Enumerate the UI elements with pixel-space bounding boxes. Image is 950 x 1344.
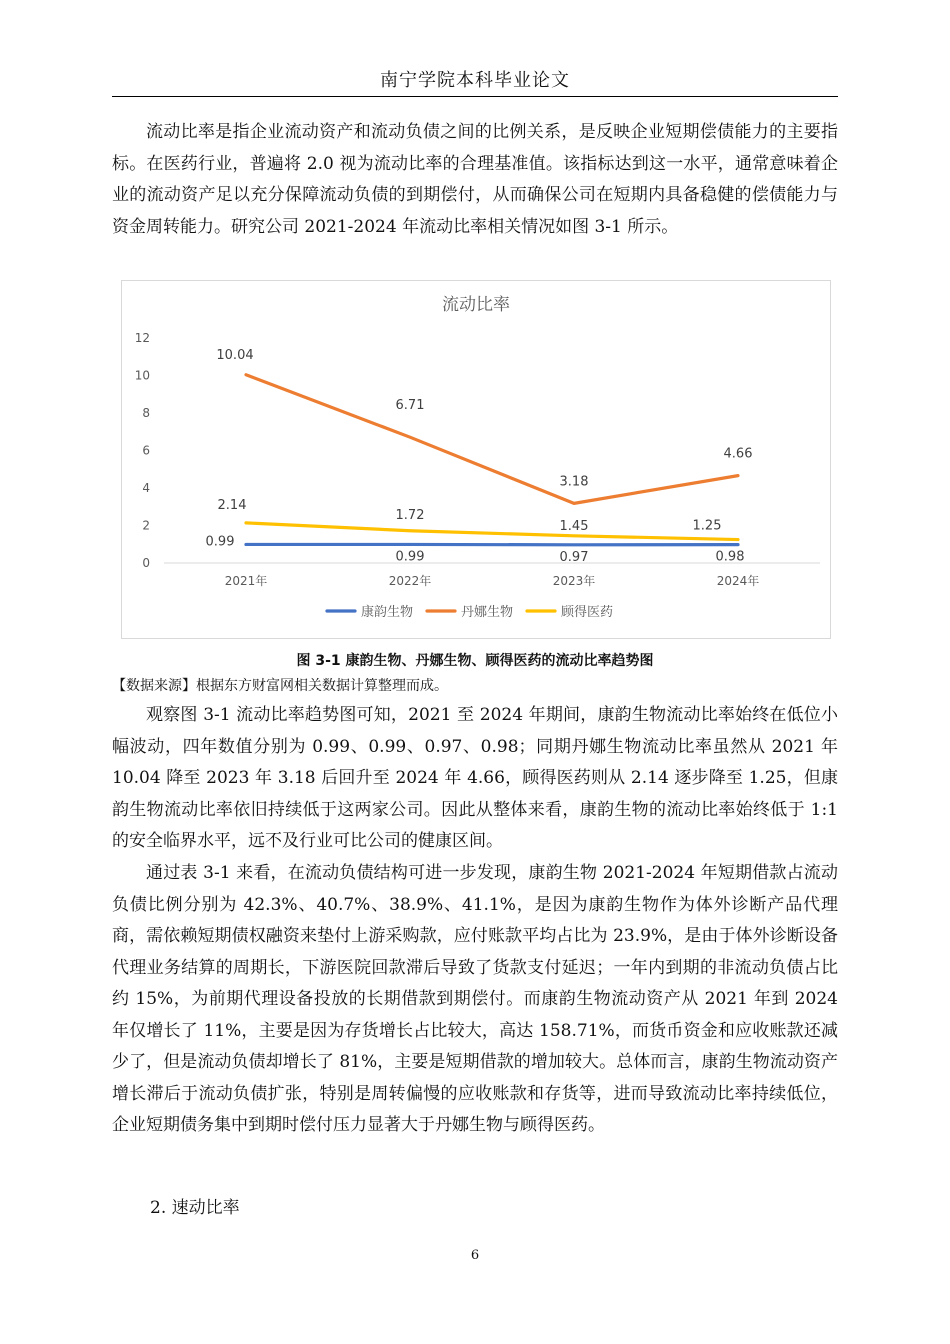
paragraph-intro: 流动比率是指企业流动资产和流动负债之间的比例关系，是反映企业短期偿债能力的主要指标。在医药行业，普遍将 2.0 视为流动比率的合理基准值。该指标达到这一水平，通常意味着企业的流动资产足以充分保障流动负债的到期偿付，从而确保公司在短期内具备稳健的偿债能力与资金周转能力。研究公司 2021-2024 年流动比率相关情况如图 3-1 所示。 xyxy=(112,122,838,237)
legend-label: 丹娜生物 xyxy=(461,605,514,620)
data-label: 1.45 xyxy=(559,518,589,534)
page-header-title: 南宁学院本科毕业论文 xyxy=(380,70,570,91)
chart-svg xyxy=(122,281,830,638)
header-rule xyxy=(112,96,838,97)
paragraph-analysis: 观察图 3-1 流动比率趋势图可知，2021 至 2024 年期间，康韵生物流动比率始终在低位小幅波动，四年数值分别为 0.99、0.99、0.97、0.98；同期丹娜生物流动比率虽然从 2021 年 10.04 降至 2023 年 3.18 后回升至 2024 年 4.66，顾得医药则从 2.14 逐步降至 1.25，但康韵生物流动比率依旧持续低于这两家公司。因此从整体来看，康韵生物的流动比率始终低于 1:1 的安全临界水平，远不及行业可比公司的健康区间。 xyxy=(112,705,838,851)
legend-label: 顾得医药 xyxy=(561,605,614,620)
chart-title: 流动比率 xyxy=(442,295,510,315)
data-label: 4.66 xyxy=(723,446,753,462)
data-label: 0.99 xyxy=(395,549,425,565)
figure-source: 【数据来源】根据东方财富网相关数据计算整理而成。 xyxy=(112,678,448,694)
data-label: 1.25 xyxy=(692,518,722,534)
x-tick-label: 2024年 xyxy=(716,574,760,588)
x-tick-label: 2021年 xyxy=(224,574,268,588)
data-label: 10.04 xyxy=(216,347,254,363)
data-label: 0.98 xyxy=(715,549,745,565)
y-tick-label: 10 xyxy=(134,368,150,383)
data-label: 6.71 xyxy=(395,398,425,414)
section-heading: 2. 速动比率 xyxy=(150,1198,240,1218)
data-label: 3.18 xyxy=(559,474,589,490)
current-ratio-chart xyxy=(121,280,831,639)
data-label: 0.99 xyxy=(205,534,235,550)
y-tick-label: 8 xyxy=(142,406,150,420)
paragraph-structure: 通过表 3-1 来看，在流动负债结构可进一步发现，康韵生物 2021-2024 年短期借款占流动负债比例分别为 42.3%、40.7%、38.9%、41.1%，是因为康韵生物作为体外诊断产品代理商，需依赖短期债权融资来垫付上游采购款，应付账款平均占比为 23.9%，是由于体外诊断设备代理业务结算的周期长，下游医院回款滞后导致了货款支付延迟；一年内到期的非流动负债占比约 15%，为前期代理设备投放的长期借款到期偿付。而康韵生物流动资产从 2021 年到 2024 年仅增长了 11%，主要是因为存货增长占比较大，高达 158.71%，而货币资金和应收账款还减少了，但是流动负债却增长了 81%，主要是短期借款的增加较大。总体而言，康韵生物流动资产增长滞后于流动负债扩张，特别是周转偏慢的应收账款和存货等，进而导致流动比率持续低位，企业短期债务集中到期时偿付压力显著大于丹娜生物与顾得医药。 xyxy=(112,863,838,1135)
y-tick-label: 6 xyxy=(142,443,150,458)
data-label: 2.14 xyxy=(217,497,247,513)
series-line-1 xyxy=(246,375,738,504)
y-tick-label: 2 xyxy=(142,518,150,533)
x-tick-label: 2022年 xyxy=(388,574,432,588)
legend-label: 康韵生物 xyxy=(361,605,414,620)
data-label: 0.97 xyxy=(559,549,589,565)
series-line-2 xyxy=(246,523,738,540)
figure-caption: 图 3-1 康韵生物、丹娜生物、顾得医药的流动比率趋势图 xyxy=(296,653,654,669)
data-label: 1.72 xyxy=(395,507,425,523)
y-tick-label: 4 xyxy=(142,481,150,495)
x-tick-label: 2023年 xyxy=(552,574,596,588)
page-number: 6 xyxy=(470,1248,480,1263)
y-tick-label: 0 xyxy=(142,556,150,570)
y-tick-label: 12 xyxy=(134,331,150,345)
